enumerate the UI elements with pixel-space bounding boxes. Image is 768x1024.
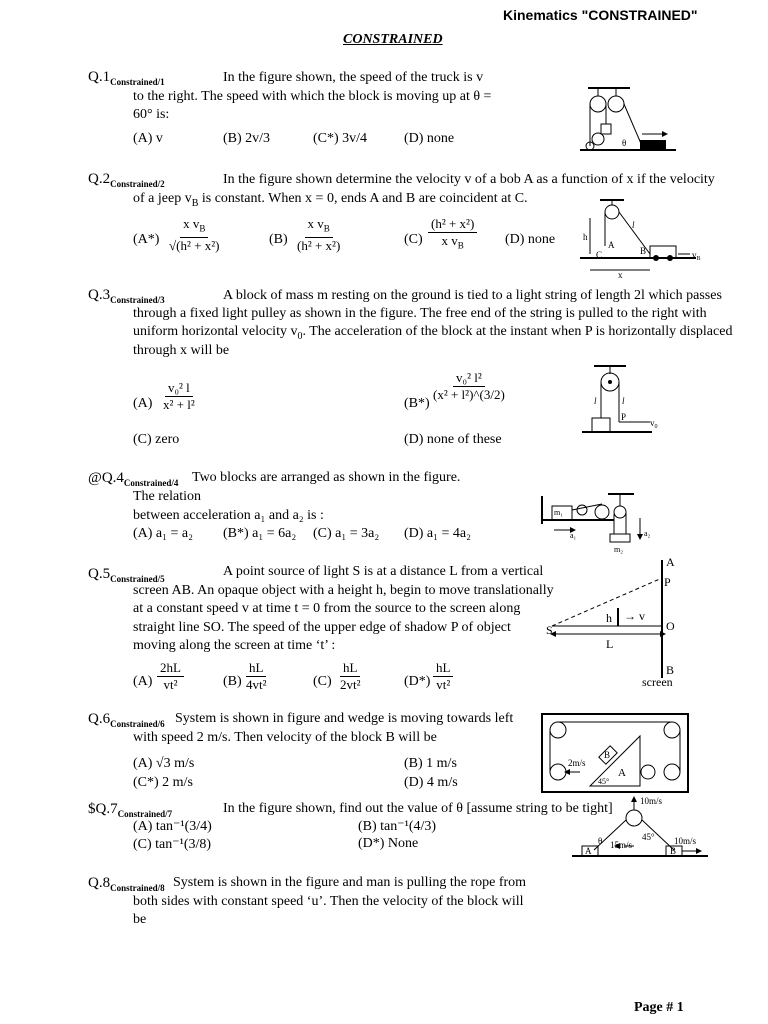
svg-text:B: B: [604, 750, 611, 760]
svg-text:45°: 45°: [598, 777, 610, 786]
svg-text:l: l: [594, 396, 597, 406]
q1-option-a: (A) v: [133, 131, 163, 146]
svg-text:a₂: a₂: [644, 529, 651, 538]
q2-option-c-fraction: $\frac{\text{(h² + x²)}}{x v_B}$: [428, 216, 477, 254]
svg-text:P: P: [621, 412, 627, 422]
svg-text:→ v: → v: [624, 609, 645, 623]
svg-text:θ: θ: [622, 138, 627, 148]
svg-text:15m/s: 15m/s: [610, 840, 633, 850]
q5-text-line3: at a constant speed v at time t = 0 from the source to the screen along: [133, 601, 521, 616]
q5-option-b-label: (B): [223, 674, 242, 689]
q6-option-b: (B) 1 m/s: [404, 756, 457, 771]
svg-text:C: C: [596, 250, 603, 260]
q8-text-line2: both sides with constant speed ‘u’. Then the velocity of the block will: [133, 894, 524, 909]
q4-text-line2: The relation: [133, 489, 202, 504]
svg-text:h: h: [583, 232, 588, 242]
q7-option-a: (A) tan⁻¹(3/4): [133, 819, 212, 834]
svg-text:10m/s: 10m/s: [674, 836, 697, 846]
q1-number: $Q.1_{Constrained/1}$: [88, 69, 165, 87]
q5-figure: [542, 556, 692, 690]
q3-text-line1: A block of mass m resting on the ground is tied to a light string of length 2l which passes: [223, 288, 722, 303]
q3-option-d: (D) none of these: [404, 432, 502, 447]
svg-text:O: O: [666, 619, 675, 633]
q4-text-line1: Two blocks are arranged as shown in the figure.: [192, 470, 461, 485]
q5-option-a-label: (A): [133, 674, 153, 689]
q7-option-b: (B) tan⁻¹(4/3): [358, 819, 437, 834]
svg-text:A: A: [608, 240, 615, 250]
q5-option-b-fraction: $\frac{hL}{\text{4vt²}}$: [246, 660, 267, 692]
q3-text-line4: through x will be: [133, 343, 230, 358]
q2-option-b-fraction: $\frac{x v_B}{\text{(h² + x²)}}$: [297, 216, 341, 253]
q5-text-line5: moving along the screen at time ‘t’ :: [133, 638, 336, 653]
q2-option-a-fraction: $\frac{x v_B}{\text{√(h² + x²)}}$: [169, 216, 220, 253]
q3-text-line3: uniform horizontal velocity $v_0$. The acceleration of the block at the instant when P is horizontally displaced: [133, 324, 733, 342]
q2-figure: [580, 196, 710, 278]
q2-number: $Q.2_{Constrained/2}$: [88, 171, 165, 189]
q6-option-a: (A) √3 m/s: [133, 756, 195, 771]
svg-text:h: h: [606, 611, 612, 625]
q7-number: $\$Q.7_{Constrained/7}$: [88, 801, 173, 819]
q2-text-line2: of a jeep $v_B$ is constant. When x = 0, ends A and B are coincident at C.: [133, 191, 528, 209]
svg-text:B: B: [640, 246, 647, 256]
q3-option-a-fraction: $\frac{\text{v₀² l}}{\text{x² + l²}}$: [163, 380, 195, 412]
q5-option-c-label: (C): [313, 674, 332, 689]
q3-option-b-label: (B*): [404, 396, 430, 411]
q2-option-b-label: (B): [269, 232, 288, 247]
page-number: Page # 1: [634, 1000, 684, 1015]
q3-text-line2: through a fixed light pulley as shown in the figure. The free end of the string is pulled to the right with: [133, 306, 707, 321]
q6-option-c: (C*) 2 m/s: [133, 775, 193, 790]
q3-option-b-fraction: $\frac{\text{v₀² l²}}{\text{(x² + l²)\textasciicircum{}(3/2)}}$: [433, 370, 505, 402]
q8-text-line3: be: [133, 912, 147, 927]
q7-option-c: (C) tan⁻¹(3/8): [133, 837, 212, 852]
svg-text:A: A: [666, 556, 675, 569]
q6-option-d: (D) 4 m/s: [404, 775, 458, 790]
svg-text:A: A: [585, 846, 592, 856]
q3-number: $Q.3_{Constrained/3}$: [88, 287, 165, 305]
q3-option-a-label: (A): [133, 396, 153, 411]
q6-figure: [540, 712, 690, 794]
svg-text:l: l: [622, 396, 625, 406]
svg-text:45°: 45°: [642, 832, 655, 842]
svg-text:B: B: [666, 663, 675, 677]
header-chapter: Kinematics "CONSTRAINED": [503, 7, 698, 23]
q4-figure: [540, 490, 660, 556]
q7-text-line1: In the figure shown, find out the value of θ [assume string to be tight]: [223, 801, 613, 816]
q8-number: $Q.8_{Constrained/8}$: [88, 875, 165, 893]
svg-text:P: P: [664, 575, 671, 589]
svg-text:θ: θ: [598, 836, 603, 846]
q1-figure: [580, 84, 680, 160]
q4-option-a: (A) a₁ = a₂: [133, 526, 194, 541]
q2-option-c-label: (C): [404, 232, 423, 247]
svg-text:S: S: [546, 623, 553, 637]
q7-option-d: (D*) None: [358, 836, 419, 851]
q2-option-a-label: (A*): [133, 232, 160, 247]
svg-text:screen: screen: [642, 675, 673, 689]
q1-option-b: (B) 2v/3: [223, 131, 271, 146]
svg-text:v0: $v_0$: [650, 418, 658, 430]
q3-figure: [580, 362, 670, 438]
svg-text:vB: $v_B$: [692, 250, 701, 262]
q2-option-d: (D) none: [505, 232, 556, 247]
q4-number: $@Q.4_{Constrained/4}$: [88, 470, 179, 488]
svg-text:A: A: [618, 767, 626, 779]
page-title: CONSTRAINED: [343, 32, 443, 47]
q5-text-line1: A point source of light S is at a distance L from a vertical: [223, 564, 544, 579]
svg-text:2m/s: 2m/s: [568, 758, 586, 768]
svg-text:a₁: a₁: [570, 531, 577, 540]
svg-text:10m/s: 10m/s: [640, 796, 663, 806]
q5-option-d-fraction: $\frac{hL}{\text{vt²}}$: [433, 660, 453, 693]
q4-text-line3: between acceleration a₁ and a₂ is :: [133, 508, 324, 523]
q3-option-c: (C) zero: [133, 432, 180, 447]
q1-option-c: (C*) 3v/4: [313, 131, 368, 146]
svg-text:x: x: [618, 270, 623, 278]
svg-text:l: l: [632, 220, 635, 230]
q4-option-c: (C) a₁ = 3a₂: [313, 526, 380, 541]
svg-text:B: B: [670, 846, 677, 856]
q5-number: $Q.5_{Constrained/5}$: [88, 566, 165, 584]
q7-figure: [570, 796, 710, 862]
q1-text-line2: to the right. The speed with which the block is moving up at θ =: [133, 89, 492, 104]
q2-text-line1: In the figure shown determine the velocity v of a bob A as a function of x if the velocity: [223, 172, 715, 187]
svg-text:L: L: [606, 637, 614, 651]
q5-option-d-label: (D*): [404, 674, 431, 689]
svg-text:m₂: m₂: [614, 545, 624, 554]
q5-option-c-fraction: $\frac{hL}{\text{2vt²}}$: [340, 660, 361, 692]
q5-text-line2: screen AB. An opaque object with a height h, begin to move translationally: [133, 583, 554, 598]
q6-number: $Q.6_{Constrained/6}$: [88, 711, 165, 729]
q1-text-line3: 60° is:: [133, 107, 170, 122]
q6-text-line1: System is shown in figure and wedge is moving towards left: [175, 711, 514, 726]
q1-option-d: (D) none: [404, 131, 455, 146]
q1-text-line1: In the figure shown, the speed of the truck is v: [223, 70, 484, 85]
q4-option-b: (B*) a₁ = 6a₂: [223, 526, 297, 541]
q8-text-line1: System is shown in the figure and man is pulling the rope from: [173, 875, 527, 890]
q4-option-d: (D) a₁ = 4a₂: [404, 526, 472, 541]
q6-text-line2: with speed 2 m/s. Then velocity of the block B will be: [133, 730, 437, 745]
svg-text:m₁: m₁: [554, 508, 564, 517]
q5-option-a-fraction: $\frac{2hL}{\text{vt²}}$: [157, 660, 184, 693]
q5-text-line4: straight line SO. The speed of the upper edge of shadow P of object: [133, 620, 511, 635]
